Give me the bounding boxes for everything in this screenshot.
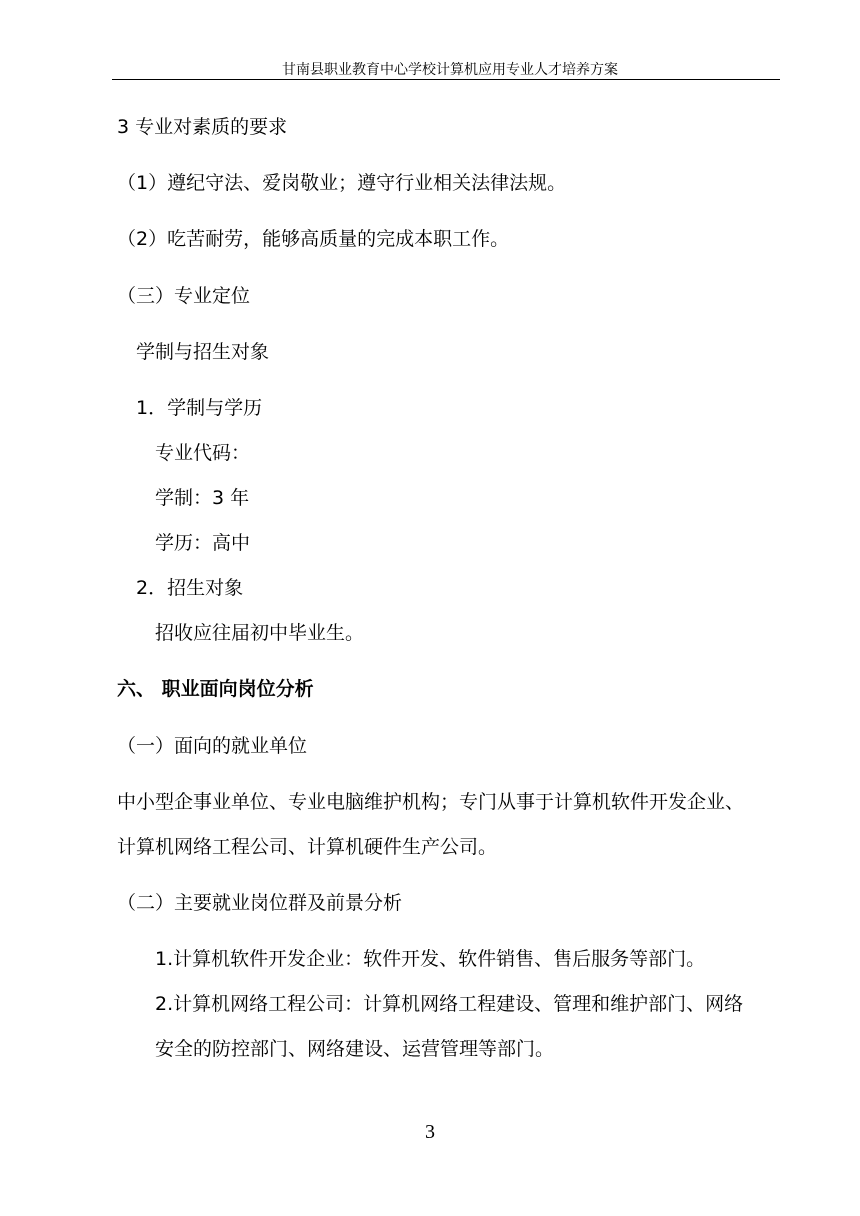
quality-item-1: （1）遵纪守法、爱岗敬业；遵守行业相关法律法规。 <box>117 172 567 194</box>
jobs-item-2-line-1: 2.计算机网络工程公司：计算机网络工程建设、管理和维护部门、网络 <box>155 993 744 1015</box>
chapter-heading-career: 六、 职业面向岗位分析 <box>117 678 314 700</box>
running-header: 甘南县职业教育中心学校计算机应用专业人才培养方案 <box>282 62 618 78</box>
section-heading-employers: （一）面向的就业单位 <box>117 735 308 757</box>
page-number: 3 <box>425 1121 435 1143</box>
section-heading-positioning: （三）专业定位 <box>117 285 251 307</box>
major-code-line: 专业代码： <box>155 442 251 464</box>
duration-line: 学制：3 年 <box>155 487 250 509</box>
employers-paragraph-line-2: 计算机网络工程公司、计算机硬件生产公司。 <box>117 836 498 858</box>
subsection-heading-quality: 3 专业对素质的要求 <box>117 116 288 138</box>
quality-item-2: （2）吃苦耐劳，能够高质量的完成本职工作。 <box>117 228 510 250</box>
section-heading-jobs: （二）主要就业岗位群及前景分析 <box>117 892 403 914</box>
header-divider <box>112 79 780 80</box>
item-heading-duration: 1．学制与学历 <box>136 397 263 419</box>
enrollment-text: 招收应往届初中毕业生。 <box>155 622 365 644</box>
education-line: 学历：高中 <box>155 532 251 554</box>
item-heading-enrollment: 2．招生对象 <box>136 577 244 599</box>
jobs-item-1: 1.计算机软件开发企业：软件开发、软件销售、售后服务等部门。 <box>155 948 706 970</box>
jobs-item-2-line-2: 安全的防控部门、网络建设、运营管理等部门。 <box>155 1038 555 1060</box>
subheading-duration-enrollment: 学制与招生对象 <box>136 341 270 363</box>
employers-paragraph-line-1: 中小型企事业单位、专业电脑维护机构；专门从事于计算机软件开发企业、 <box>117 791 745 813</box>
